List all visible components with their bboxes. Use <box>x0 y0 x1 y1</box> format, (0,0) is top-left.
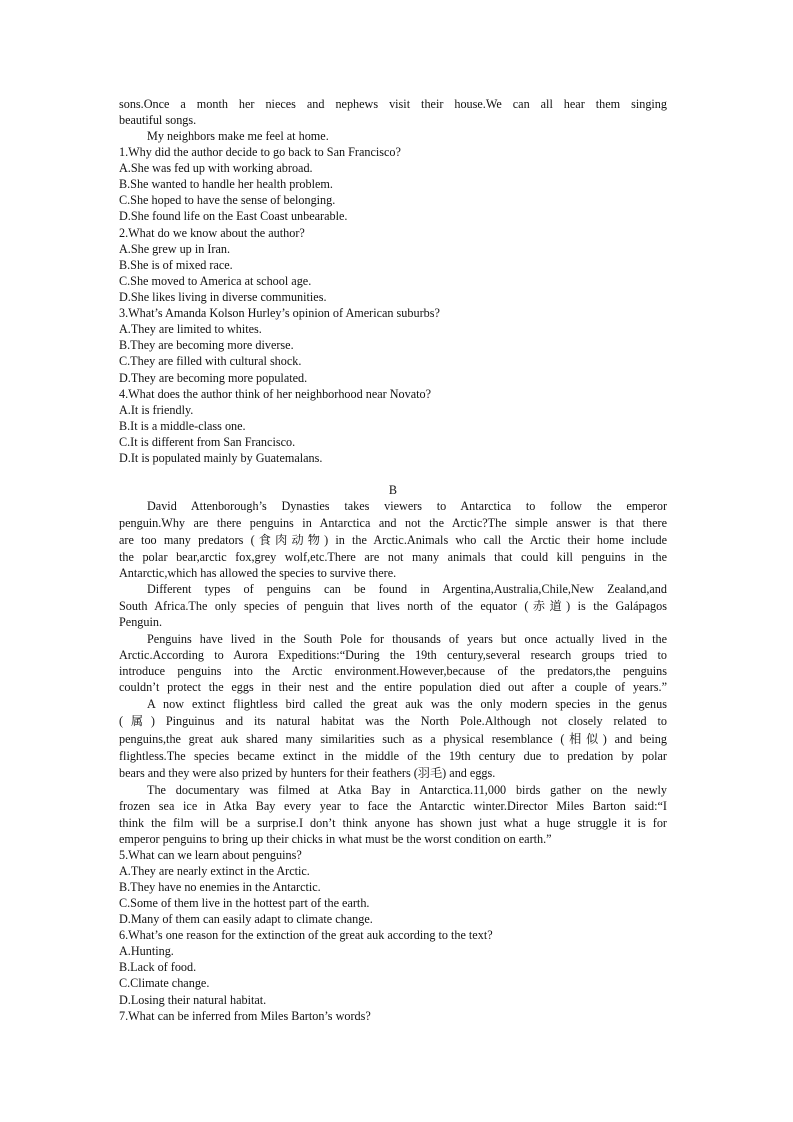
answer-option: D.Many of them can easily adapt to climate change. <box>119 912 373 926</box>
answer-option: C.Some of them live in the hottest part of the earth. <box>119 896 370 910</box>
question-stem: 6.What’s one reason for the extinction of the great auk according to the text? <box>119 928 493 942</box>
answer-option: A.They are nearly extinct in the Arctic. <box>119 864 310 878</box>
passage-line: emperor penguins to bring up their chicks in what must be the worst condition on earth.” <box>119 832 552 846</box>
question-stem: 3.What’s Amanda Kolson Hurley’s opinion of American suburbs? <box>119 306 440 320</box>
answer-option: A.She was fed up with working abroad. <box>119 161 313 175</box>
answer-option: A.She grew up in Iran. <box>119 242 231 256</box>
passage-line: bears and they were also prized by hunters for their feathers (羽毛) and eggs. <box>119 766 496 780</box>
passage-line: think the film will be a surprise.I don’t think anyone has shown just what a huge struggle it is for <box>119 816 667 830</box>
passage-line: David Attenborough’s Dynasties takes viewers to Antarctica to follow the emperor <box>147 499 667 513</box>
passage-line: Antarctic,which has allowed the species to survive there. <box>119 566 397 580</box>
answer-option: C.It is different from San Francisco. <box>119 435 296 449</box>
passage-line: South Africa.The only species of penguin that lives north of the equator (赤道) is the Galápagos <box>119 599 667 613</box>
answer-option: D.They are becoming more populated. <box>119 371 308 385</box>
answer-option: D.She likes living in diverse communities. <box>119 290 327 304</box>
passage-line: Arctic.According to Aurora Expeditions:“During the 19th century,several research groups tried to <box>119 648 667 662</box>
answer-option: B.Lack of food. <box>119 960 197 974</box>
answer-option: A.Hunting. <box>119 944 174 958</box>
question-stem: 5.What can we learn about penguins? <box>119 848 302 862</box>
answer-option: B.She is of mixed race. <box>119 258 233 272</box>
answer-option: D.She found life on the East Coast unbearable. <box>119 209 348 223</box>
passage-line: the polar bear,arctic fox,grey wolf,etc.There are not many animals that could kill penguins in the <box>119 550 667 564</box>
passage-line: Penguin. <box>119 615 162 629</box>
answer-option: A.They are limited to whites. <box>119 322 262 336</box>
passage-line: frozen sea ice in Atka Bay every year to face the Antarctic winter.Director Miles Barton said:“I <box>119 799 667 813</box>
passage-line: penguin.Why are there penguins in Antarctica and not the Arctic?The simple answer is that there <box>119 516 667 530</box>
paragraph-line: My neighbors make me feel at home. <box>147 129 329 143</box>
answer-option: C.Climate change. <box>119 976 210 990</box>
answer-option: D.Losing their natural habitat. <box>119 993 267 1007</box>
answer-option: C.They are filled with cultural shock. <box>119 354 302 368</box>
section-heading: B <box>388 483 398 497</box>
passage-line: flightless.The species became extinct in the middle of the 19th century due to predation by polar <box>119 749 667 763</box>
question-stem: 2.What do we know about the author? <box>119 226 305 240</box>
answer-option: A.It is friendly. <box>119 403 194 417</box>
answer-option: B.It is a middle-class one. <box>119 419 246 433</box>
passage-line: penguins,the great auk shared many similarities such as a physical resemblance (相似) and being <box>119 732 667 746</box>
passage-line: are too many predators (食肉动物) in the Arctic.Animals who call the Arctic their home include <box>119 533 667 547</box>
passage-line: The documentary was filmed at Atka Bay in Antarctica.11,000 birds gather on the newly <box>147 783 667 797</box>
passage-line: Different types of penguins can be found in Argentina,Australia,Chile,New Zealand,and <box>147 582 667 596</box>
answer-option: B.She wanted to handle her health problem. <box>119 177 333 191</box>
answer-option: C.She hoped to have the sense of belonging. <box>119 193 336 207</box>
answer-option: C.She moved to America at school age. <box>119 274 312 288</box>
answer-option: B.They have no enemies in the Antarctic. <box>119 880 321 894</box>
question-stem: 4.What does the author think of her neighborhood near Novato? <box>119 387 432 401</box>
question-stem: 1.Why did the author decide to go back to San Francisco? <box>119 145 401 159</box>
paragraph-line: beautiful songs. <box>119 113 197 127</box>
passage-line: A now extinct flightless bird called the great auk was the only modern species in the genus <box>147 697 667 711</box>
passage-line: (属) Pinguinus and its natural habitat was the North Pole.Although not closely related to <box>119 714 667 728</box>
paragraph-line: sons.Once a month her nieces and nephews visit their house.We can all hear them singing <box>119 97 667 111</box>
passage-line: couldn’t protect the eggs in their nest and the entire population died out after a couple of years.” <box>119 680 667 694</box>
passage-line: introduce penguins into the Arctic environment.However,because of the predators,the penguins <box>119 664 667 678</box>
passage-line: Penguins have lived in the South Pole for thousands of years but once actually lived in the <box>147 632 667 646</box>
question-stem: 7.What can be inferred from Miles Barton’s words? <box>119 1009 371 1023</box>
answer-option: D.It is populated mainly by Guatemalans. <box>119 451 323 465</box>
answer-option: B.They are becoming more diverse. <box>119 338 294 352</box>
